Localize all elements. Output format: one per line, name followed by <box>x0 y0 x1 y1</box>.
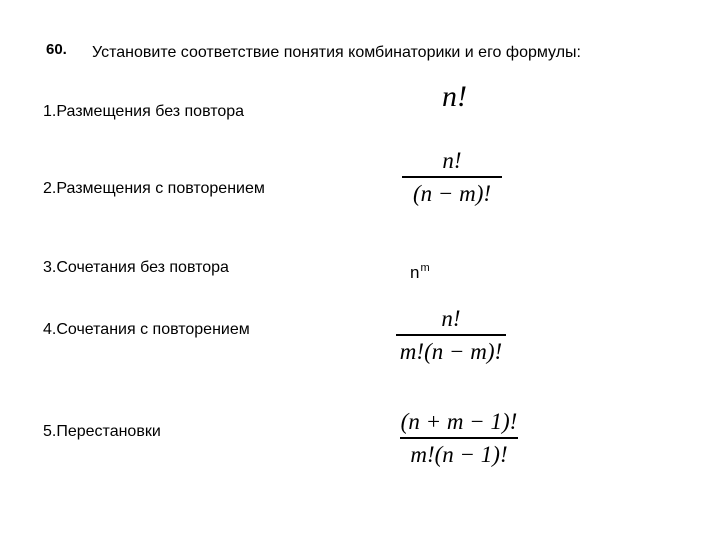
formula-numerator: (n + m − 1)! <box>400 409 518 434</box>
task-text: Установите соответствие понятия комбинаторики и его формулы: <box>92 44 581 61</box>
formula-exponent: m <box>420 262 430 274</box>
formula-base: n <box>410 263 420 282</box>
formula-arrangements-no-repeat <box>402 148 502 207</box>
fraction-bar <box>400 437 518 439</box>
concept-2: 2.Размещения с повторением <box>43 180 265 197</box>
formula-denominator: m!(n − m)! <box>399 338 503 364</box>
formula-combinations-with-repeat <box>400 409 518 468</box>
task-number: 60. <box>46 41 67 58</box>
concept-5: 5.Перестановки <box>43 423 161 440</box>
formula-arrangements-with-repeat <box>410 258 430 283</box>
formula-permutations: n! <box>442 80 467 113</box>
fraction-bar <box>402 176 502 178</box>
concept-1: 1.Размещения без повтора <box>43 103 245 120</box>
formula-numerator: n! <box>442 148 462 173</box>
concept-3: 3.Сочетания без повтора <box>43 259 229 276</box>
formula-denominator: (n − m)! <box>412 180 492 206</box>
formula-combinations-no-repeat <box>396 306 506 365</box>
fraction-bar <box>396 334 506 336</box>
formula-numerator: n! <box>441 306 461 331</box>
formula-denominator: m!(n − 1)! <box>410 441 508 467</box>
concept-4: 4.Сочетания с повторением <box>43 321 250 338</box>
